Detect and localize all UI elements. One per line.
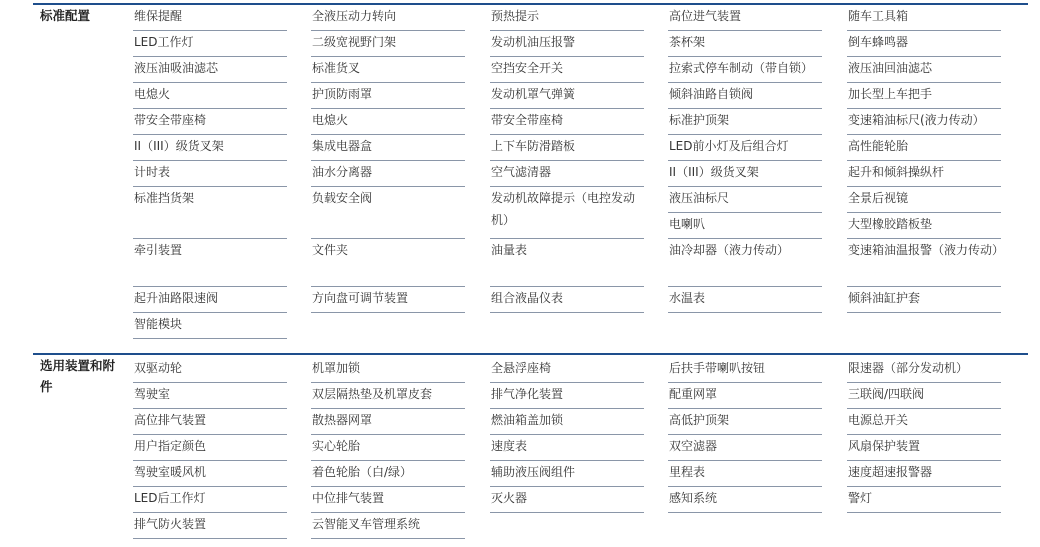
standard-item [668, 161, 822, 187]
standard-item-label: 带安全带座椅 [134, 113, 207, 127]
standard-item-label: 起升和倾斜操纵杆 [848, 165, 945, 179]
standard-item-label: 预热提示 [491, 9, 540, 23]
standard-item [847, 213, 1001, 239]
standard-item-label: 高性能轮胎 [848, 139, 909, 153]
optional-item-label: 里程表 [669, 465, 706, 479]
standard-item [311, 109, 465, 135]
optional-item-label: 全悬浮座椅 [491, 361, 552, 375]
standard-item-label: II（III）级货叉架 [669, 165, 759, 179]
standard-item [490, 161, 644, 187]
standard-item-label: 倾斜油路自锁阀 [669, 87, 754, 101]
row-divider [490, 512, 644, 513]
standard-item [133, 161, 287, 187]
optional-item-label: 速度超速报警器 [848, 465, 933, 479]
standard-item-label: 液压油吸油滤芯 [134, 61, 219, 75]
standard-item [847, 5, 1001, 31]
standard-item-label: 液压油回油滤芯 [848, 61, 933, 75]
optional-item [311, 383, 465, 409]
optional-item-label: 高低护顶架 [669, 413, 730, 427]
optional-item [847, 461, 1001, 487]
row-divider [490, 312, 644, 313]
standard-item-label: 电熄火 [134, 87, 171, 101]
row-divider [133, 338, 287, 339]
optional-item [847, 357, 1001, 383]
optional-item [668, 383, 822, 409]
optional-item-label: 实心轮胎 [312, 439, 361, 453]
optional-item [133, 409, 287, 435]
optional-item-label: 双驱动轮 [134, 361, 183, 375]
standard-item-label: 电喇叭 [669, 217, 706, 231]
standard-item [668, 287, 822, 313]
standard-item-label: 带安全带座椅 [491, 113, 564, 127]
standard-item [668, 187, 822, 213]
optional-section-top-rule [33, 353, 1028, 355]
optional-item [847, 383, 1001, 409]
optional-item [490, 461, 644, 487]
row-divider [668, 312, 822, 313]
standard-item-label: 空挡安全开关 [491, 61, 564, 75]
standard-item [133, 135, 287, 161]
standard-item-label: LED工作灯 [134, 35, 194, 49]
standard-item-label: 油量表 [491, 243, 528, 257]
standard-item [311, 83, 465, 109]
standard-item [490, 57, 644, 83]
optional-item-label: 中位排气装置 [312, 491, 385, 505]
optional-item-label: 用户指定颜色 [134, 439, 207, 453]
standard-item-label: 大型橡胶踏板垫 [848, 217, 933, 231]
optional-item-label: 电源总开关 [848, 413, 909, 427]
standard-item-label: 油冷却器（液力传动） [669, 243, 790, 257]
standard-item-label: 起升油路限速阀 [134, 291, 219, 305]
standard-item [133, 287, 287, 313]
standard-item [490, 135, 644, 161]
standard-item-label: 方向盘可调节装置 [312, 291, 409, 305]
optional-item-label: 感知系统 [669, 491, 718, 505]
standard-item [668, 5, 822, 31]
standard-item [847, 187, 1001, 213]
optional-item [847, 435, 1001, 461]
standard-item [133, 313, 287, 339]
optional-item-label: 双空滤器 [669, 439, 718, 453]
standard-item-label: 空气滤清器 [491, 165, 552, 179]
optional-item [133, 357, 287, 383]
optional-item [311, 409, 465, 435]
standard-item [847, 31, 1001, 57]
standard-item [668, 213, 822, 239]
row-divider [847, 512, 1001, 513]
standard-item-label: 二级宽视野门架 [312, 35, 397, 49]
optional-item [133, 513, 287, 539]
standard-item-label: 负载安全阀 [312, 191, 373, 205]
standard-item-label: 随车工具箱 [848, 9, 909, 23]
standard-item [668, 135, 822, 161]
standard-item [847, 109, 1001, 135]
optional-item [668, 409, 822, 435]
optional-item-label: 双层隔热垫及机罩皮套 [312, 387, 433, 401]
optional-item-label: 燃油箱盖加锁 [491, 413, 564, 427]
optional-item [133, 487, 287, 513]
optional-item [490, 487, 644, 513]
optional-item-label: 配重网罩 [669, 387, 718, 401]
row-divider [133, 538, 287, 539]
optional-item [668, 435, 822, 461]
row-divider [668, 512, 822, 513]
standard-item-label: 牵引装置 [134, 243, 183, 257]
standard-item [847, 239, 1005, 287]
standard-item-label: 计时表 [134, 165, 171, 179]
standard-item-label: 发动机故障提示（电控发动机） [491, 191, 636, 227]
standard-item-label: 倒车蜂鸣器 [848, 35, 909, 49]
standard-item [490, 187, 644, 239]
standard-item-label: 倾斜油缸护套 [848, 291, 921, 305]
optional-item-label: 灭火器 [491, 491, 528, 505]
optional-item-label: 辅助液压阀组件 [491, 465, 576, 479]
standard-item-label: 发动机罩气弹簧 [491, 87, 576, 101]
standard-item [311, 287, 465, 313]
row-divider [847, 312, 1001, 313]
optional-item-label: 速度表 [491, 439, 528, 453]
standard-item [668, 109, 822, 135]
standard-item-label: 液压油标尺 [669, 191, 730, 205]
standard-item-label: 上下车防滑踏板 [491, 139, 576, 153]
standard-item-label: 变速箱油标尺(液力传动） [848, 113, 985, 127]
optional-section-title: 选用装置和附件 [40, 358, 116, 394]
standard-item [490, 31, 644, 57]
standard-item-label: 电熄火 [312, 113, 349, 127]
optional-item [311, 513, 465, 539]
optional-item [668, 461, 822, 487]
standard-item-label: 护顶防雨罩 [312, 87, 373, 101]
standard-item-label: 组合液晶仪表 [491, 291, 564, 305]
standard-item [133, 57, 287, 83]
standard-item [490, 109, 644, 135]
optional-item [668, 487, 822, 513]
standard-item [490, 239, 644, 287]
optional-item [668, 357, 822, 383]
optional-item-label: 后扶手带喇叭按钮 [669, 361, 766, 375]
optional-item-label: LED后工作灯 [134, 491, 206, 505]
standard-item [490, 287, 644, 313]
standard-item [668, 239, 822, 287]
standard-item [311, 31, 465, 57]
standard-item-label: 标准货叉 [312, 61, 361, 75]
standard-item-label: 加长型上车把手 [848, 87, 933, 101]
optional-item [847, 409, 1001, 435]
standard-item-label: 高位进气装置 [669, 9, 742, 23]
optional-item-label: 限速器（部分发动机） [848, 361, 969, 375]
standard-item [311, 135, 465, 161]
standard-item [490, 5, 644, 31]
standard-item [847, 161, 1001, 187]
standard-item-label: 全景后视镜 [848, 191, 909, 205]
standard-item-label: 全液压动力转向 [312, 9, 397, 23]
standard-item-label: 拉索式停车制动（带自锁） [669, 61, 814, 75]
standard-item-label: 维保提醒 [134, 9, 183, 23]
optional-item [133, 383, 287, 409]
standard-item-label: 变速箱油温报警（液力传动） [848, 243, 1005, 257]
standard-item [847, 287, 1001, 313]
standard-item-label: 集成电器盒 [312, 139, 373, 153]
standard-item [847, 83, 1001, 109]
standard-item [133, 109, 287, 135]
standard-item-label: 标准挡货架 [134, 191, 195, 205]
optional-item [311, 435, 465, 461]
standard-item [133, 239, 287, 287]
standard-item-label: 发动机油压报警 [491, 35, 576, 49]
standard-item [311, 239, 465, 287]
optional-item [847, 487, 1001, 513]
standard-item [133, 5, 287, 31]
standard-item-label: LED前小灯及后组合灯 [669, 139, 789, 153]
optional-item [133, 461, 287, 487]
standard-item [133, 31, 287, 57]
optional-item [490, 409, 644, 435]
optional-item-label: 着色轮胎（白/绿） [312, 465, 413, 479]
row-divider [311, 312, 465, 313]
optional-item-label: 风扇保护装置 [848, 439, 921, 453]
standard-item [847, 57, 1001, 83]
standard-item [311, 161, 465, 187]
standard-item [668, 31, 822, 57]
optional-item [311, 487, 465, 513]
optional-item [311, 357, 465, 383]
standard-item [311, 57, 465, 83]
standard-item [133, 187, 287, 239]
optional-item-label: 排气防火装置 [134, 517, 207, 531]
standard-item [133, 83, 287, 109]
optional-item-label: 驾驶室暖风机 [134, 465, 207, 479]
standard-item-label: 标准护顶架 [669, 113, 730, 127]
optional-item-label: 机罩加锁 [312, 361, 361, 375]
standard-item [490, 83, 644, 109]
standard-item [847, 135, 1001, 161]
standard-section-title: 标准配置 [40, 8, 91, 23]
optional-item-label: 排气净化装置 [491, 387, 564, 401]
standard-item [311, 187, 465, 239]
optional-item-label: 高位排气装置 [134, 413, 207, 427]
standard-item [668, 83, 822, 109]
standard-item [311, 5, 465, 31]
optional-item-label: 云智能叉车管理系统 [312, 517, 421, 531]
standard-item-label: 油水分离器 [312, 165, 373, 179]
row-divider [311, 538, 465, 539]
optional-item-label: 警灯 [848, 491, 873, 505]
optional-item [490, 383, 644, 409]
optional-item [490, 435, 644, 461]
optional-item [490, 357, 644, 383]
standard-item-label: 茶杯架 [669, 35, 706, 49]
optional-item-label: 驾驶室 [134, 387, 171, 401]
optional-item-label: 散热器网罩 [312, 413, 373, 427]
optional-item-label: 三联阀/四联阀 [848, 387, 925, 401]
standard-item-label: II（III）级货叉架 [134, 139, 224, 153]
standard-item [668, 57, 822, 83]
optional-item [311, 461, 465, 487]
optional-item [133, 435, 287, 461]
standard-item-label: 智能模块 [134, 317, 183, 331]
standard-item-label: 文件夹 [312, 243, 349, 257]
standard-item-label: 水温表 [669, 291, 706, 305]
